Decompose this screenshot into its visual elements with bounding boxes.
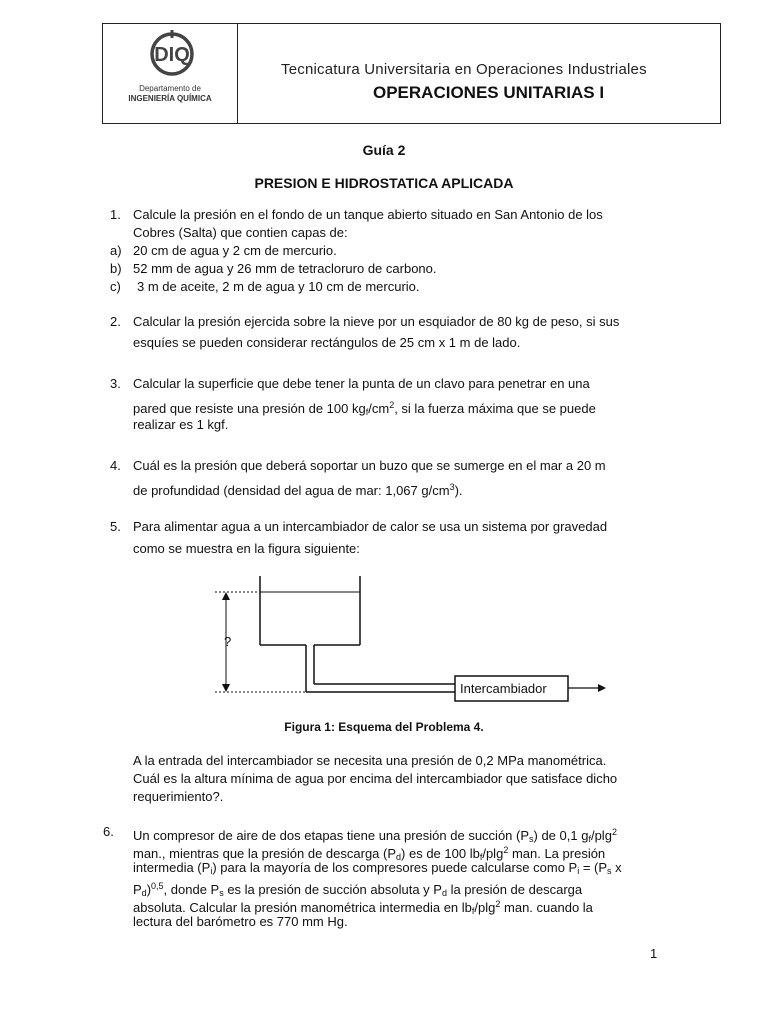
document-header <box>102 23 721 124</box>
problem-text: lectura del barómetro es 770 mm Hg. <box>133 914 348 929</box>
problem-text: A la entrada del intercambiador se necesita una presión de 0,2 MPa manométrica. <box>133 753 607 768</box>
problem-text-line: man., mientras que la presión de descarga $(P_d)$ es de 100 $lb_f/plg^2$ man. La presión <box>133 845 606 862</box>
problem-text: Cuál es la presión que deberá soportar un buzo que se sumerge en el mar a 20 m <box>133 458 606 473</box>
problem-text: Calcular la presión ejercida sobre la nieve por un esquiador de 80 kg de peso, si sus <box>133 314 620 329</box>
problem-text: requerimiento?. <box>133 789 224 804</box>
problem-text: realizar es 1 kgf. <box>133 417 229 432</box>
problem-text-line: pared que resiste una presión de 100 $kg_f/cm^2$, si la fuerza máxima que se puede <box>133 400 596 417</box>
option-label: b) <box>110 261 122 276</box>
department-logo <box>103 24 237 123</box>
option-text: 20 cm de agua y 2 cm de mercurio. <box>133 243 337 258</box>
diq-logo-icon <box>103 24 237 84</box>
page-number: 1 <box>650 946 658 961</box>
problem-text-line: absoluta. Calcular la presión manométrica intermedia en $lb_f/plg^2$ man. cuando la <box>133 899 593 916</box>
problem-text: Cobres (Salta) que contien capas de: <box>133 225 348 240</box>
problem-text: Calcular la superficie que debe tener la punta de un clavo para penetrar en una <box>133 376 590 391</box>
problem-text: Calcule la presión en el fondo de un tanque abierto situado en San Antonio de los <box>133 207 603 222</box>
problem-number: 6. <box>103 824 114 839</box>
problem-text: esquíes se pueden considerar rectángulos de 25 cm x 1 m de lado. <box>133 335 521 350</box>
dimension-arrow-down <box>222 684 230 692</box>
problem-text-line: Un compresor de aire de dos etapas tiene una presión de succión $(P_s)$ de 0,1 $g_f/plg^2$ <box>133 827 617 844</box>
option-text: 52 mm de agua y 26 mm de tetracloruro de carbono. <box>133 261 437 276</box>
problem-number: 3. <box>110 376 121 391</box>
problem-text: Para alimentar agua a un intercambiador de calor se usa un sistema por gravedad <box>133 519 608 534</box>
exchanger-label: Intercambiador <box>460 681 547 696</box>
header-divider <box>237 24 238 123</box>
course-title: OPERACIONES UNITARIAS I <box>373 83 605 102</box>
guide-title: Guía 2 <box>362 142 406 158</box>
option-label: c) <box>110 279 121 294</box>
logo-letters: DIQ <box>154 44 190 66</box>
problem-text: Cuál es la altura mínima de agua por encima del intercambiador que satisface dicho <box>133 771 618 786</box>
figure-caption: Figura 1: Esquema del Problema 4. <box>284 720 484 734</box>
subject-title: PRESION E HIDROSTATICA APLICADA <box>254 175 514 191</box>
option-text: 3 m de aceite, 2 m de agua y 10 cm de mercurio. <box>137 279 420 294</box>
problem-text: como se muestra en la figura siguiente: <box>133 541 360 556</box>
problem-number: 1. <box>110 207 121 222</box>
problem-text-line: de profundidad (densidad del agua de mar: 1,067 $g/cm^3$). <box>133 482 463 498</box>
dimension-arrow-up <box>222 592 230 600</box>
unknown-height-label: ? <box>224 634 232 649</box>
problem-text-line: intermedia $(P_i)$ para la mayoría de los compresores puede calcularse como $P_i = (P_s$ x <box>133 860 622 876</box>
program-name: Tecnicatura Universitaria en Operaciones Industriales <box>281 61 647 78</box>
problem-number: 2. <box>110 314 121 329</box>
problem-number: 5. <box>110 519 121 534</box>
problem-number: 4. <box>110 458 121 473</box>
outlet-arrow-head <box>598 684 606 692</box>
department-line1: Departamento de <box>139 84 201 93</box>
problem-text-line: $P_d)^{0,5}$, donde $P_s$ es la presión de succión absoluta y $P_d$ la presión de descarga <box>133 881 583 898</box>
option-label: a) <box>110 243 122 258</box>
gravity-feed-diagram <box>200 570 620 705</box>
department-line2: INGENIERÍA QUÍMICA <box>128 94 212 103</box>
